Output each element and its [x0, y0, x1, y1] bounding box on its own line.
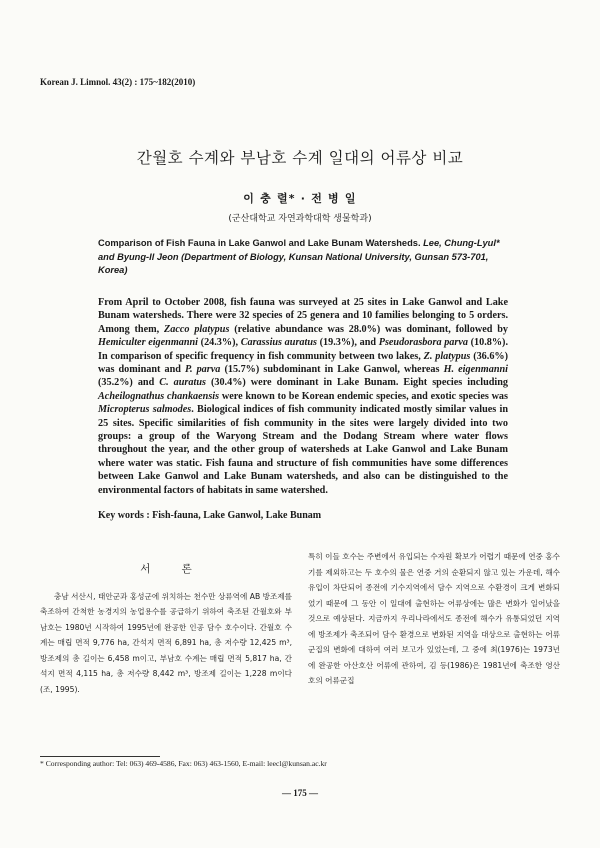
- intro-paragraph: 충남 서산시, 태안군과 홍성군에 위치하는 천수만 상류역에 AB 방조제를 축조하여 간척한 농경지의 농업용수를 공급하기 위하여 축조된 간월호와 부남호는 1980년 시작하여 1995년에 완공한 인공 담수 호수이다. 간월호 수계는 매립 면적 9,776 ha, 간석지 면적 6,891 ha, 총 저수량 12,425 m³, 방조제의 총 길이는 6,458 m이고, 부남호 수계는 매립 면적 5,817 ha, 간석지 면적 4,115 ha, 총 저수량 8,442 m³, 방조제 길이는 1,228 m이다(조, 1995).: [40, 591, 292, 694]
- abstract-text: From April to October 2008, fish fauna was surveyed at 25 sites in Lake Ganwol and Lake Bunam watersheds. There were 32 species of 25 genera and 10 families belonging to 5 orders. Among them,: [98, 297, 508, 335]
- paper-title-korean: 간월호 수계와 부남호 수계 일대의 어류상 비교: [136, 149, 464, 167]
- english-header: [98, 237, 508, 278]
- journal-reference: Korean J. Limnol. 43(2) : 175~182(2010): [40, 77, 196, 87]
- abstract-text: (relative abundance was 28.0%) was dominant, followed by: [229, 323, 508, 335]
- species-name: H. eigenmanni: [443, 364, 508, 376]
- abstract-text: (35.2%) and: [98, 377, 160, 389]
- section-heading-intro: 서 론: [140, 563, 206, 575]
- species-name: Carassius auratus: [240, 337, 317, 349]
- abstract-text: were known to be Korean endemic species, and exotic species was: [219, 390, 508, 402]
- english-authors: Lee, Chung-Lyul* and Byung-Il Jeon: [98, 238, 500, 262]
- intro-paragraph-continued: 특히 이들 호수는 주변에서 유입되는 수자원 확보가 어렵기 때문에 연중 홍수기를 제외하고는 두 호수의 물은 연중 거의 순환되지 않고 있는 가운데, 해수 유입이 차단되어 종전에 기수지역에서 담수 지역으로 수환경이 크게 변화되었기 때문에 그 동안 이 일대에 출현하는 어류상에는 많은 변화가 일어났을 것으로 예상된다. 지금까지 우리나라에서도 종전에 해수가 유통되었던 지역에 방조제가 축조되어 담수 환경으로 변화된 지역을 대상으로 출현하는 어류 군집의 변화에 대하여 여러 보고가 있었는데, 그 중에 최(1976)는 1973년에 완공한 아산호산 어류에 관하여, 김 등(1986)은 1981년에 축조한 영산호의 어류군집: [308, 552, 560, 685]
- species-name: Micropterus salmodes: [98, 404, 192, 416]
- footnote: * Corresponding author: Tel: 063) 469-4586, Fax: 063) 463-1560, E-mail: leecl@kunsan.ac.kr: [40, 759, 327, 768]
- species-name: P. parva: [185, 364, 221, 376]
- footnote-divider: [40, 756, 160, 757]
- keywords: Key words : Fish-fauna, Lake Ganwol, Lake Bunam: [98, 510, 322, 521]
- abstract-text: (36.6%) was dominant and: [98, 350, 509, 376]
- abstract: [98, 296, 508, 497]
- english-title: Comparison of Fish Fauna in Lake Ganwol and Lake Bunam Watersheds.: [98, 238, 421, 248]
- intro-left-column: [40, 562, 292, 697]
- species-name: Hemiculter eigenmanni: [98, 337, 199, 349]
- page-number: — 175 —: [282, 788, 318, 798]
- abstract-text: (30.4%) were dominant in Lake Bunam. Eight species including: [205, 377, 509, 389]
- intro-right-column: [308, 549, 560, 689]
- abstract-text: . Biological indices of fish community indicated mostly similar values in 25 sites. Specific similarities of fish community in the sites were largely divided into two groups: a group of the Waryong Stream and the Dodang Stream where water flows throughout the year, and the other group of watersheds at Lake Ganwol and Lake Bunam where water was static. Fish fauna and structure of fish communities have some differences between Lake Ganwol and Lake Bunam watersheds, and also can be distinguished to the environmental factors of habitats in same watershed.: [98, 404, 508, 496]
- english-affiliation: (Department of Biology, Kunsan National University, Gunsan 573-701, Korea): [98, 251, 489, 275]
- species-name: Z. platypus: [423, 350, 471, 362]
- species-name: Zacco platypus: [164, 323, 230, 335]
- abstract-text: (15.7%) subdominant in Lake Ganwol, whereas: [220, 364, 444, 376]
- species-name: Pseudorasbora parva: [378, 337, 468, 349]
- affiliation-korean: (군산대학교 자연과학대학 생물학과): [228, 214, 372, 224]
- abstract-text: (24.3%),: [198, 337, 241, 349]
- authors-korean: 이 충 렬* · 전 병 일: [243, 192, 357, 205]
- species-name: C. auratus: [159, 377, 206, 389]
- abstract-text: (19.3%), and: [316, 337, 379, 349]
- species-name: Acheilognathus chankaensis: [98, 390, 220, 402]
- abstract-text: (10.8%). In comparison of specific frequency in fish community between two lakes,: [98, 337, 508, 362]
